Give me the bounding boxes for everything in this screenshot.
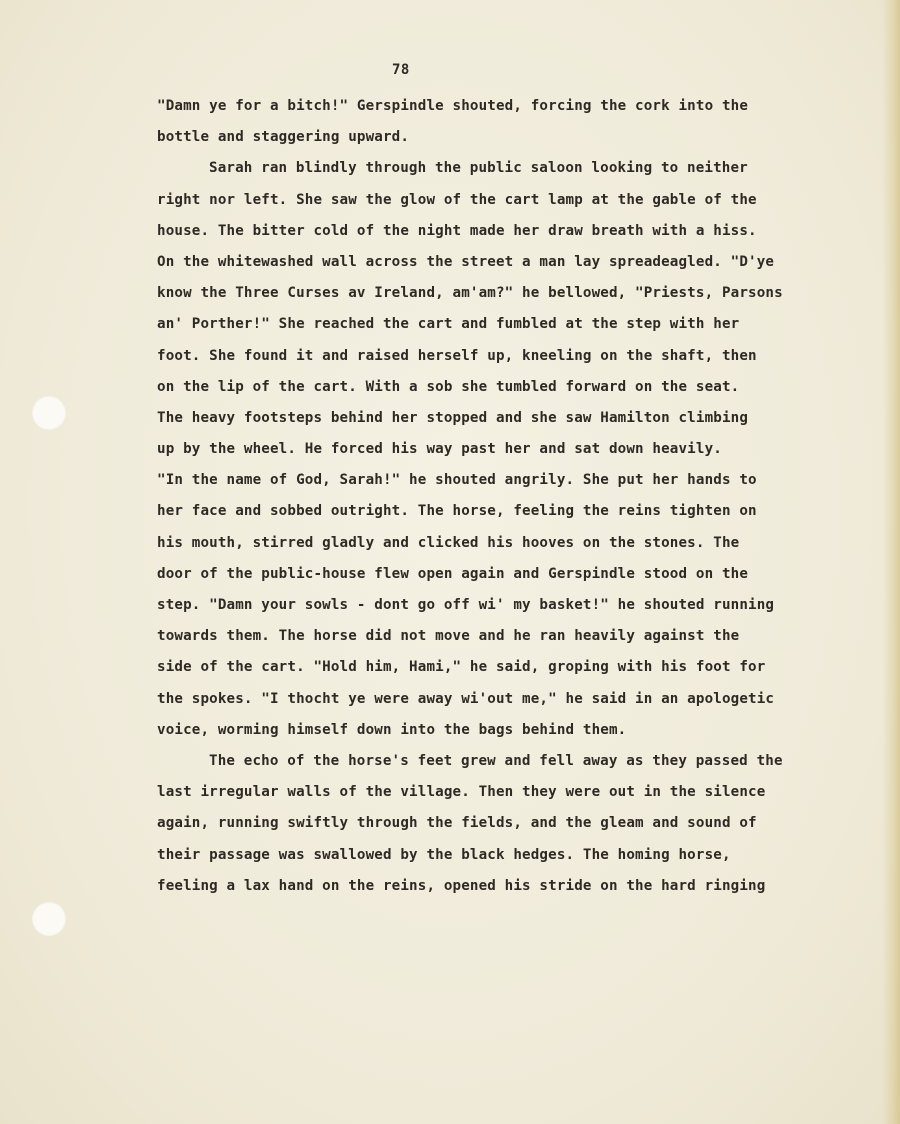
text-line: feeling a lax hand on the reins, opened his stride on the hard ringing <box>157 877 766 894</box>
text-line: know the Three Curses av Ireland, am'am?" he bellowed, "Priests, Parsons <box>157 285 783 302</box>
text-line: last irregular walls of the village. Then they were out in the silence <box>157 784 766 801</box>
page-number: 78 <box>392 62 410 78</box>
punch-hole-bottom <box>32 902 66 936</box>
text-line: On the whitewashed wall across the street a man lay spreadeagled. "D'ye <box>157 253 775 270</box>
text-line: the spokes. "I thocht ye were away wi'out me," he said in an apologetic <box>157 690 775 707</box>
text-line: an' Porther!" She reached the cart and fumbled at the step with her <box>157 316 740 333</box>
text-line: again, running swiftly through the fields, and the gleam and sound of <box>157 815 757 832</box>
text-line: "Damn ye for a bitch!" Gerspindle shouted, forcing the cork into the <box>157 98 749 114</box>
text-line: towards them. The horse did not move and he ran heavily against the <box>157 628 740 645</box>
body-text <box>157 95 857 906</box>
text-line: The heavy footsteps behind her stopped and she saw Hamilton climbing <box>157 409 749 426</box>
text-line: on the lip of the cart. With a sob she tumbled forward on the seat. <box>157 378 740 395</box>
text-line: his mouth, stirred gladly and clicked his hooves on the stones. The <box>157 534 740 551</box>
text-line: voice, worming himself down into the bags behind them. <box>157 721 627 738</box>
text-line: Sarah ran blindly through the public saloon looking to neither <box>209 160 748 177</box>
page-edge-shading <box>882 0 900 1124</box>
text-line: her face and sobbed outright. The horse, feeling the reins tighten on <box>157 503 757 520</box>
text-line: side of the cart. "Hold him, Hami," he said, groping with his foot for <box>157 659 766 676</box>
text-line: The echo of the horse's feet grew and fell away as they passed the <box>209 752 783 769</box>
text-line: bottle and staggering upward. <box>157 129 410 146</box>
text-line: their passage was swallowed by the black hedges. The homing horse, <box>157 846 731 863</box>
text-line: step. "Damn your sowls - dont go off wi' my basket!" he shouted running <box>157 597 775 613</box>
punch-hole-top <box>32 396 66 430</box>
text-line: right nor left. She saw the glow of the cart lamp at the gable of the <box>157 191 757 208</box>
text-line: foot. She found it and raised herself up, kneeling on the shaft, then <box>157 347 757 364</box>
text-line: house. The bitter cold of the night made her draw breath with a hiss. <box>157 222 757 239</box>
text-line: door of the public-house flew open again and Gerspindle stood on the <box>157 565 749 582</box>
text-line: up by the wheel. He forced his way past her and sat down heavily. <box>157 441 722 458</box>
text-line: "In the name of God, Sarah!" he shouted angrily. She put her hands to <box>157 472 757 489</box>
